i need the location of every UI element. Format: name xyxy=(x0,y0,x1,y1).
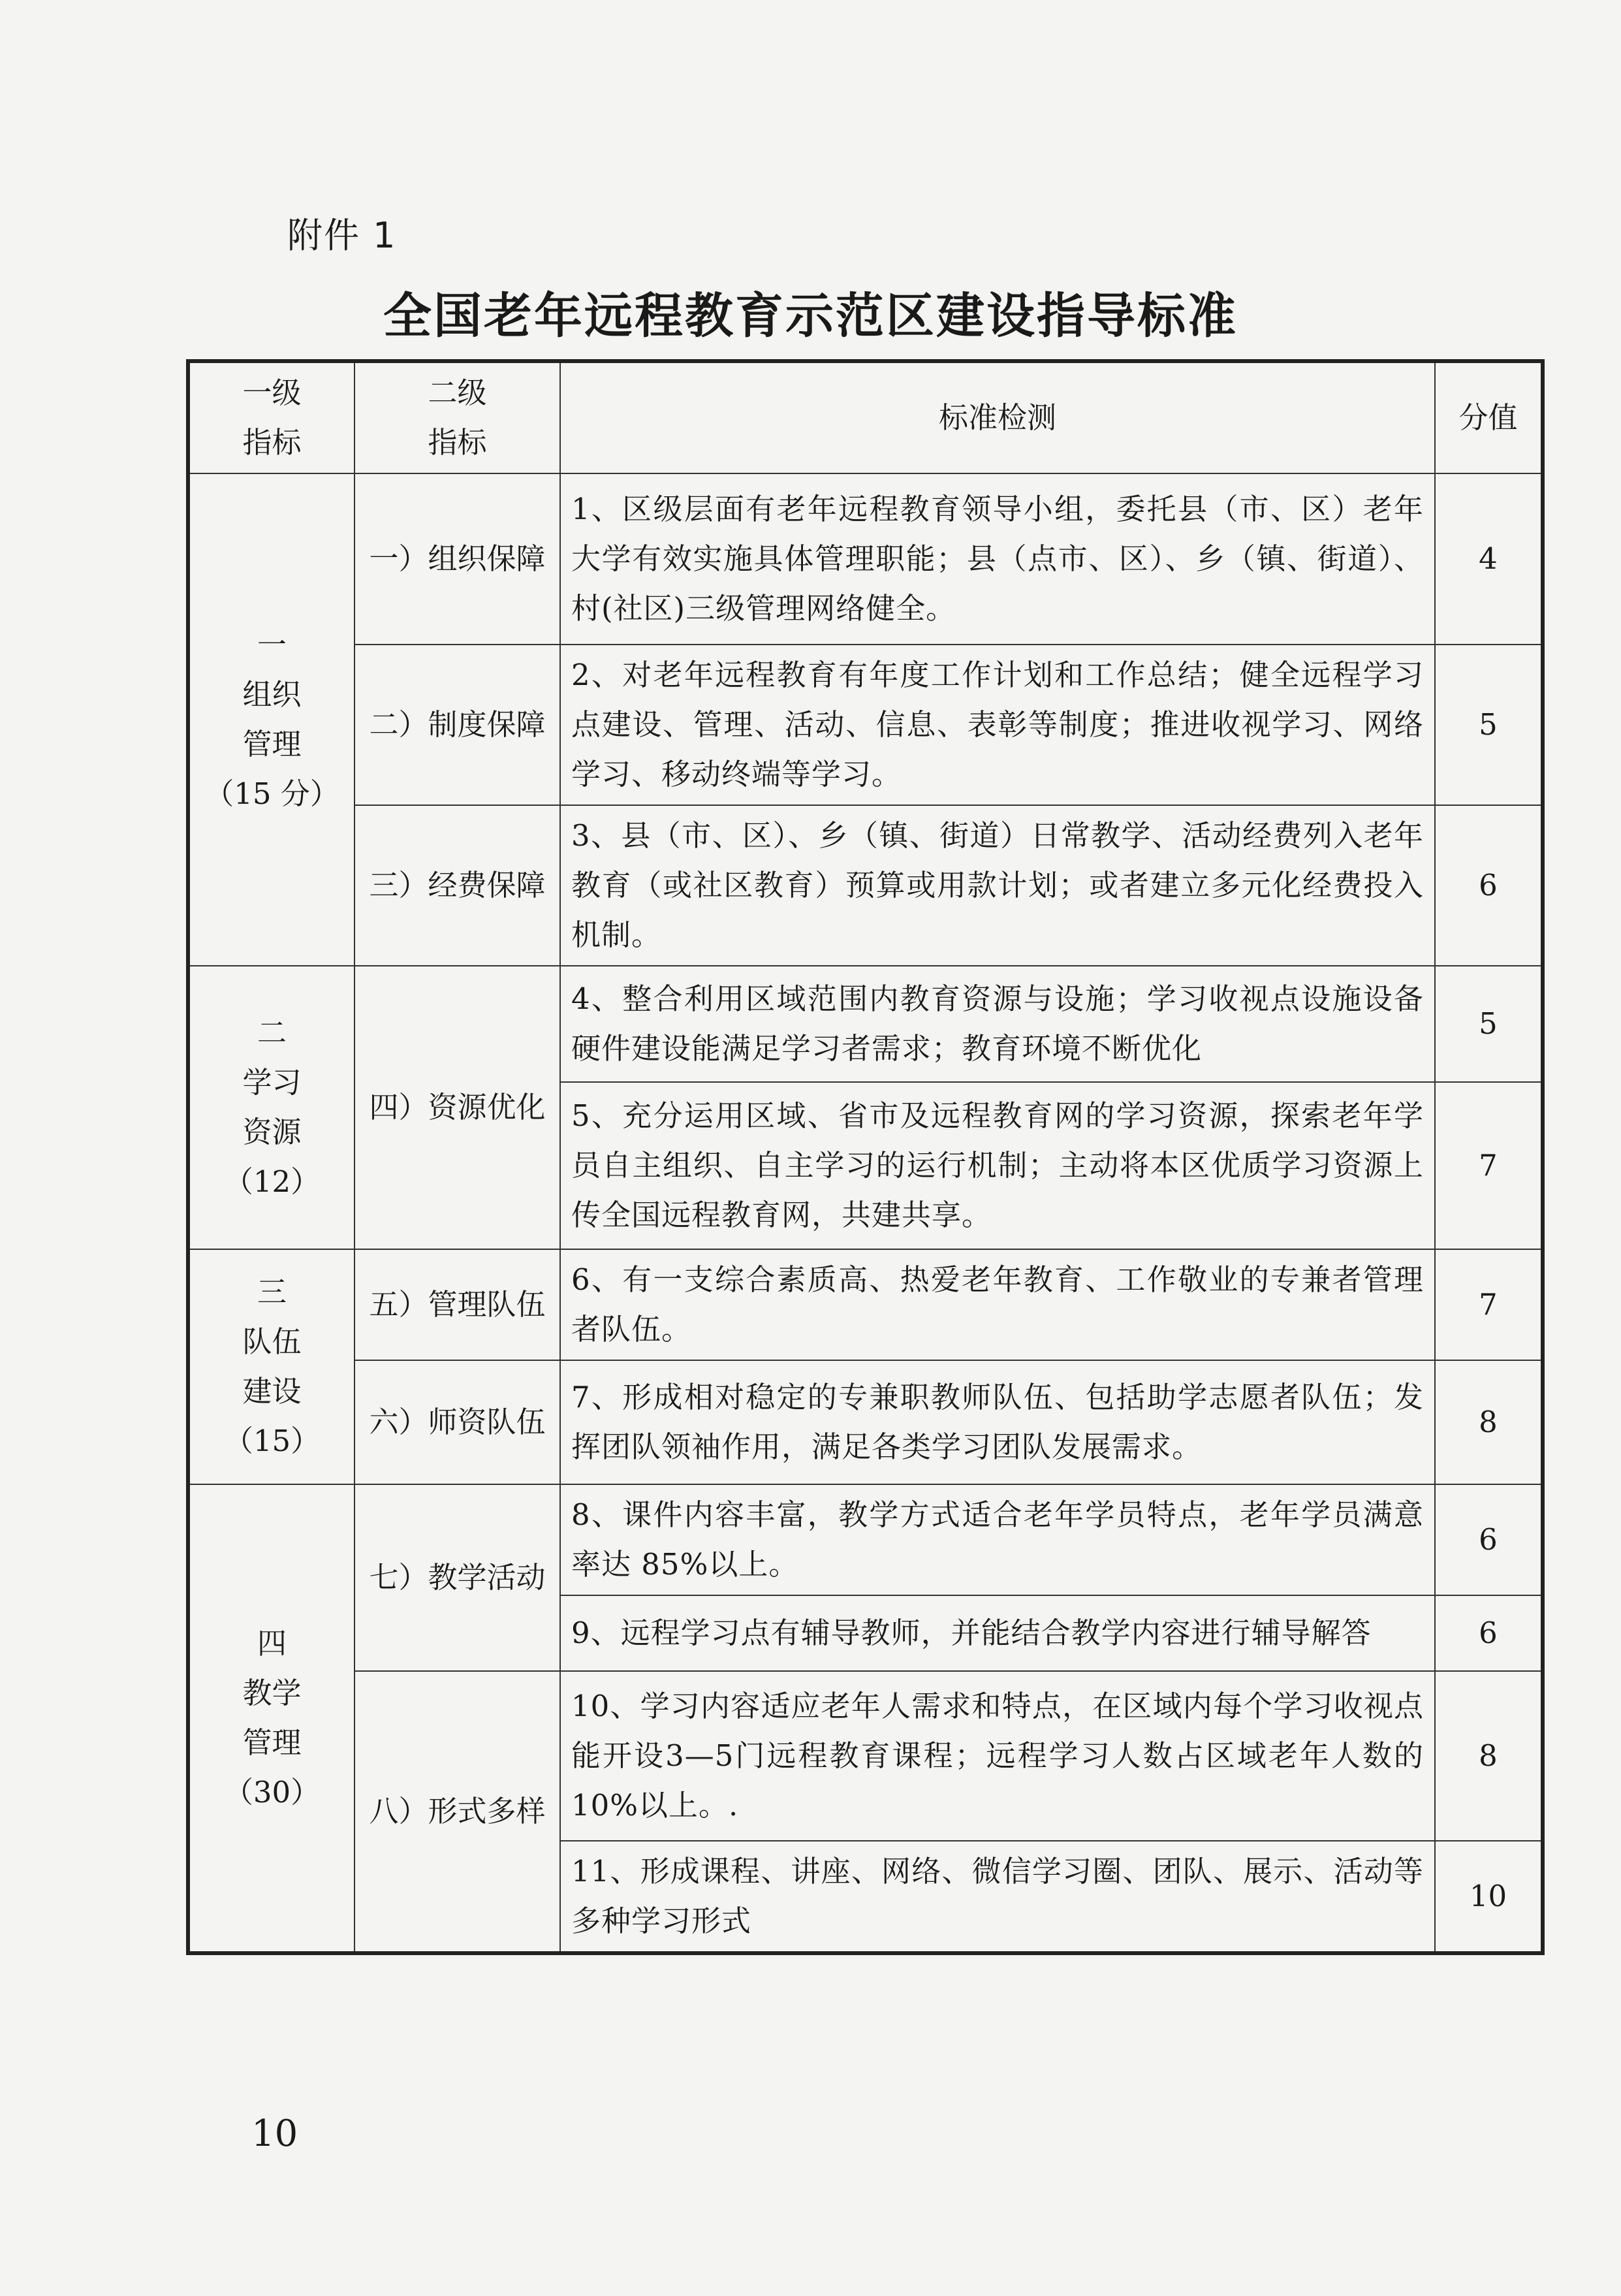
level1-cell: 一 组织 管理 （15 分） xyxy=(188,473,354,966)
score-cell: 7 xyxy=(1435,1082,1543,1249)
standard-cell: 4、整合利用区域范围内教育资源与设施；学习收视点设施设备硬件建设能满足学习者需求；教育环境不断优化 xyxy=(560,966,1435,1082)
level2-cell: 八）形式多样 xyxy=(354,1671,560,1953)
document-title: 全国老年远程教育示范区建设指导标准 xyxy=(383,288,1238,344)
standards-table xyxy=(186,359,1545,1955)
header-level2: 二级 指标 xyxy=(354,361,560,473)
level1-cell: 四 教学 管理 （30） xyxy=(188,1484,354,1953)
standard-cell: 6、有一支综合素质高、热爱老年教育、工作敬业的专兼者管理者队伍。 xyxy=(560,1249,1435,1360)
header-score: 分值 xyxy=(1435,361,1543,473)
table-row xyxy=(188,966,1543,1082)
table-row xyxy=(188,473,1543,645)
header-level1: 一级 指标 xyxy=(188,361,354,473)
level2-cell: 三）经费保障 xyxy=(354,805,560,966)
level1-cell: 三 队伍 建设 （15） xyxy=(188,1249,354,1484)
table-header-row xyxy=(188,361,1543,473)
standard-cell: 8、课件内容丰富，教学方式适合老年学员特点，老年学员满意率达 85%以上。 xyxy=(560,1484,1435,1595)
level2-cell: 七）教学活动 xyxy=(354,1484,560,1671)
score-cell: 8 xyxy=(1435,1360,1543,1484)
score-cell: 8 xyxy=(1435,1671,1543,1841)
table-row xyxy=(188,1671,1543,1841)
attachment-label: 附件 1 xyxy=(287,215,397,256)
score-cell: 5 xyxy=(1435,966,1543,1082)
table-row xyxy=(188,1484,1543,1595)
standard-cell: 7、形成相对稳定的专兼职教师队伍、包括助学志愿者队伍；发挥团队领袖作用，满足各类学习团队发展需求。 xyxy=(560,1360,1435,1484)
score-cell: 6 xyxy=(1435,1484,1543,1595)
standard-cell: 1、区级层面有老年远程教育领导小组，委托县（市、区）老年大学有效实施具体管理职能；县（点市、区）、乡（镇、街道）、村(社区)三级管理网络健全。 xyxy=(560,473,1435,645)
level2-cell: 二）制度保障 xyxy=(354,645,560,805)
standard-cell: 5、充分运用区域、省市及远程教育网的学习资源，探索老年学员自主组织、自主学习的运行机制；主动将本区优质学习资源上传全国远程教育网，共建共享。 xyxy=(560,1082,1435,1249)
table-row xyxy=(188,805,1543,966)
score-cell: 6 xyxy=(1435,1595,1543,1671)
score-cell: 4 xyxy=(1435,473,1543,645)
level2-cell: 四）资源优化 xyxy=(354,966,560,1249)
score-cell: 5 xyxy=(1435,645,1543,805)
table-row xyxy=(188,1249,1543,1360)
standard-cell: 2、对老年远程教育有年度工作计划和工作总结；健全远程学习点建设、管理、活动、信息、表彰等制度；推进收视学习、网络学习、移动终端等学习。 xyxy=(560,645,1435,805)
level2-cell: 一）组织保障 xyxy=(354,473,560,645)
standard-cell: 9、远程学习点有辅导教师，并能结合教学内容进行辅导解答 xyxy=(560,1595,1435,1671)
level2-cell: 五）管理队伍 xyxy=(354,1249,560,1360)
page-number: 10 xyxy=(251,2113,298,2155)
table-row xyxy=(188,645,1543,805)
standard-cell: 10、学习内容适应老年人需求和特点，在区域内每个学习收视点能开设3—5门远程教育课程；远程学习人数占区域老年人数的10%以上。. xyxy=(560,1671,1435,1841)
standard-cell: 3、县（市、区）、乡（镇、街道）日常教学、活动经费列入老年教育（或社区教育）预算或用款计划；或者建立多元化经费投入机制。 xyxy=(560,805,1435,966)
score-cell: 10 xyxy=(1435,1841,1543,1953)
level2-cell: 六）师资队伍 xyxy=(354,1360,560,1484)
table-row xyxy=(188,1360,1543,1484)
score-cell: 7 xyxy=(1435,1249,1543,1360)
score-cell: 6 xyxy=(1435,805,1543,966)
header-standard: 标准检测 xyxy=(560,361,1435,473)
standard-cell: 11、形成课程、讲座、网络、微信学习圈、团队、展示、活动等多种学习形式 xyxy=(560,1841,1435,1953)
level1-cell: 二 学习 资源 （12） xyxy=(188,966,354,1249)
